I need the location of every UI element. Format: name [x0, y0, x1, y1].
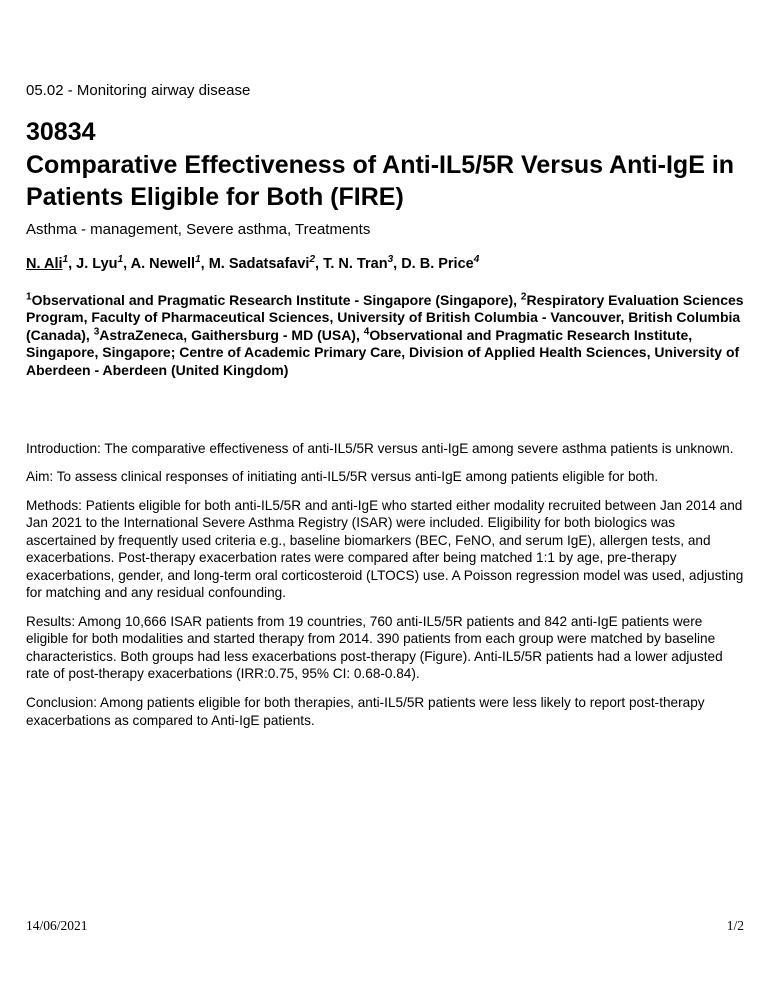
author-name: D. B. Price [401, 255, 474, 272]
author-name: J. Lyu [76, 255, 118, 272]
affiliation-ref: 1 [26, 290, 32, 302]
paragraph-introduction: Introduction: The comparative effectiveness of anti-IL5/5R versus anti-IgE among severe asthma patients is unknown. [26, 440, 734, 456]
affiliation-ref: 3 [93, 326, 100, 338]
session-header: 05.02 - Monitoring airway disease [26, 82, 251, 99]
author-affiliation-ref: 2 [309, 253, 316, 265]
author-affiliation-ref: 3 [387, 253, 394, 265]
abstract-title: Comparative Effectiveness of Anti-IL5/5R Versus Anti-IgE in Patients Eligible for Both (FIRE) [26, 150, 735, 211]
author-affiliation-ref: 1 [62, 253, 69, 265]
abstract-body [26, 440, 746, 729]
author-name: A. Newell [130, 255, 196, 272]
affiliation-ref: 4 [363, 326, 370, 338]
author-name: N. Ali [26, 255, 63, 272]
author-affiliation-ref: 4 [473, 253, 480, 265]
page-footer [26, 918, 744, 934]
affiliation-ref: 2 [520, 290, 527, 302]
abstract-number: 30834 [26, 118, 96, 146]
keywords-line: Asthma - management, Severe asthma, Treatments [26, 220, 371, 238]
author-name: T. N. Tran [323, 255, 388, 272]
paragraph-aim: Aim: To assess clinical responses of initiating anti-IL5/5R versus anti-IgE among patients eligible for both. [26, 469, 659, 485]
author-name: M. Sadatsafavi [208, 255, 310, 272]
author-list: N. Ali$^1$, J. Lyu$^1$, A. Newell$^1$, M. Sadatsafavi$^2$, T. N. Tran$^3$, D. B. Price$^4$ [26, 253, 480, 272]
author-affiliation-ref: 1 [195, 253, 201, 265]
paragraph-methods: Methods: Patients eligible for both anti-IL5/5R and anti-IgE who started either modality recruited between Jan 2014 and Jan 2021 to the International Severe Asthma Registry (ISAR) were included. Eligibility for both biologics was ascertained by frequently used criteria e.g., baseline biomarkers (BEC, FeNO, and serum IgE), allergen tests, and exacerbations. Post-therapy exacerbation rates were compared after being matched 1:1 by age, pre-therapy exacerbations, gender, and long-term oral corticosteroid (LTOCS) use. A Poisson regression model was used, adjusting for matching and any residual confounding. [26, 497, 744, 601]
author-affiliation-ref: 1 [117, 253, 124, 265]
footer-page-number: 1/2 [726, 918, 744, 933]
paragraph-results: Results: Among 10,666 ISAR patients from 19 countries, 760 anti-IL5/5R patients and 842 anti-IgE patients were eligible for both modalities and started therapy from 2014. 390 patients from each group were matched by baseline characteristics. Both groups had less exacerbations post-therapy (Figure). Anti-IL5/5R patients had a lower adjusted rate of post-therapy exacerbations (IRR:0.75, 95% CI: 0.68-0.84). [26, 613, 723, 682]
affiliation-list: $^1$Observational and Pragmatic Research Institute - Singapore (Singapore), $^2$Respiratory Evaluation Sciences Program, Faculty of Pharmaceutical Sciences, University of British Columbia - Vancouver, British Columbia (Canada), $^3$AstraZeneca, Gaithersburg - MD (USA), $^4$Observational and Pragmatic Research Institute, Singapore, Singapore; Centre of Academic Primary Care, Division of Applied Health Sciences, University of Aberdeen - Aberdeen (United Kingdom) [26, 290, 744, 378]
paragraph-conclusion: Conclusion: Among patients eligible for both therapies, anti-IL5/5R patients were less likely to report post-therapy exacerbations as compared to Anti-IgE patients. [26, 695, 705, 728]
footer-date: 14/06/2021 [26, 918, 88, 933]
